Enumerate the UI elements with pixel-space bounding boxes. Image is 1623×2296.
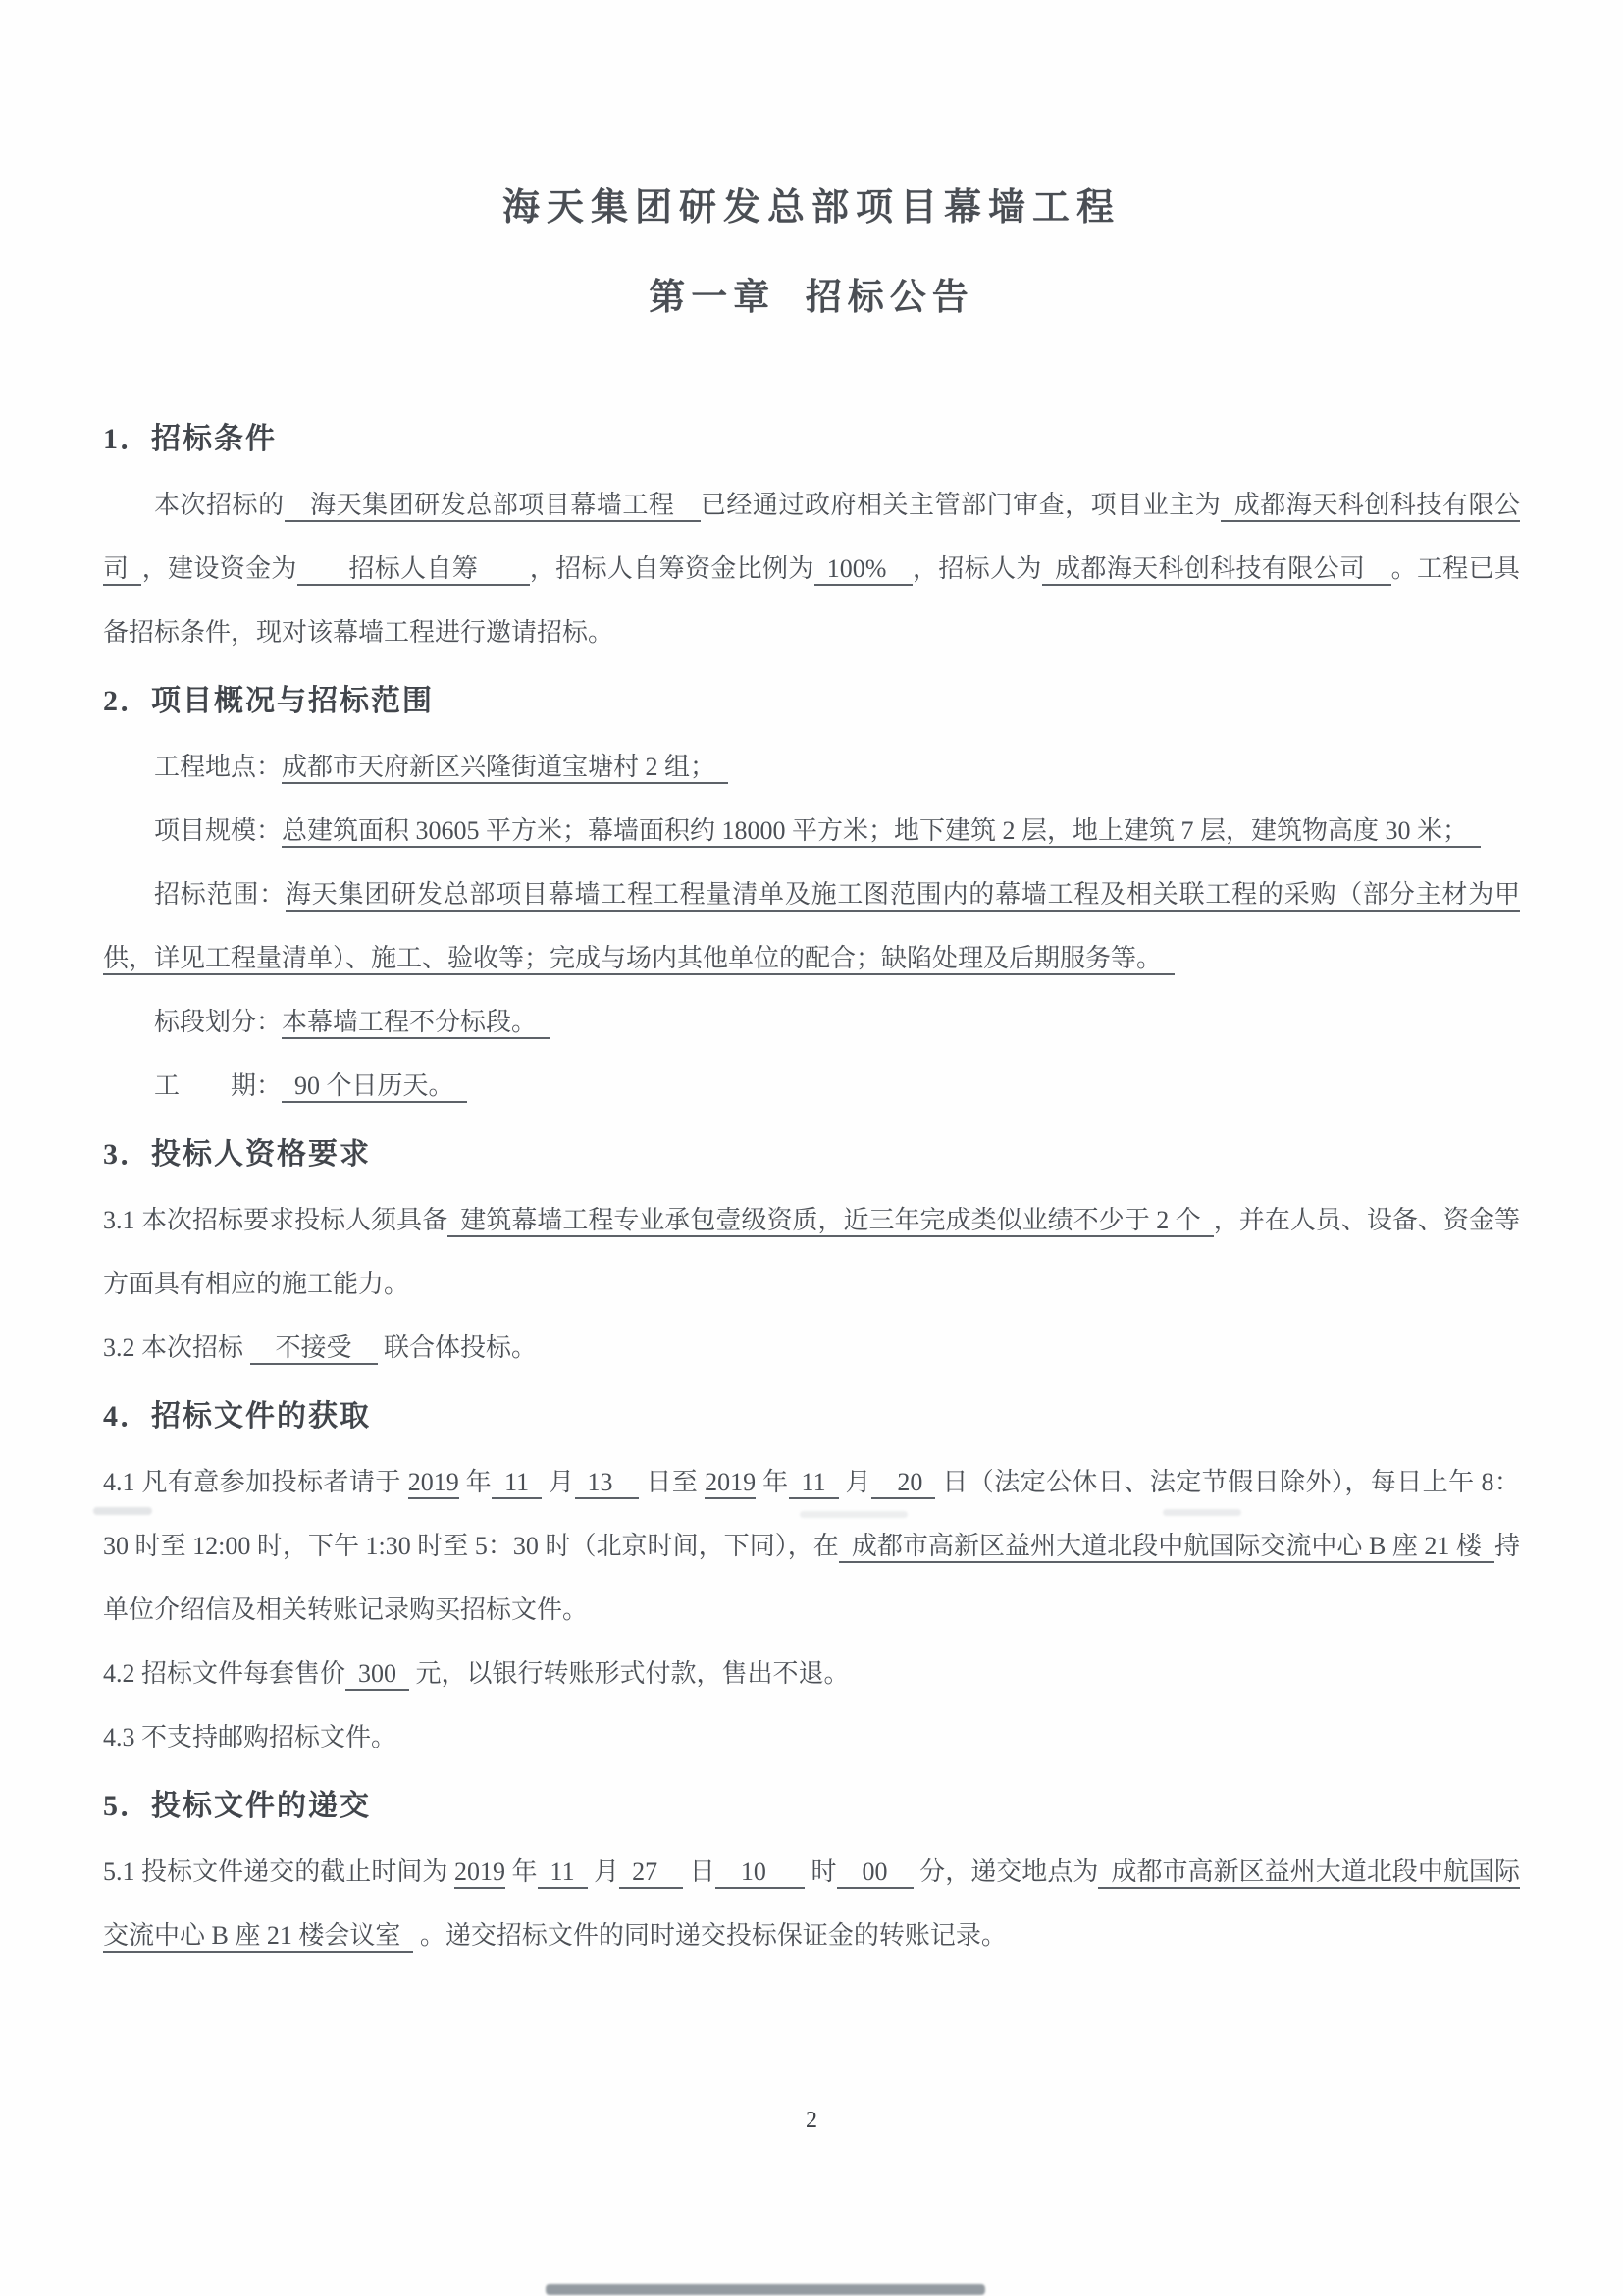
text-run: 日 [683,1857,715,1886]
text-run: 时 [804,1857,837,1886]
filled-blank: 300 [345,1659,409,1691]
text-run: ，招标人为 [913,554,1042,583]
text-run: 月 [838,1468,871,1496]
filled-blank: 本幕墙工程不分标段。 [282,1008,550,1039]
filled-blank: 成都市天府新区兴隆街道宝塘村 2 组； [282,753,728,784]
clause-3-1-qualification [103,1188,1520,1316]
construction-period [103,1054,1520,1118]
filled-blank: 20 [871,1468,935,1499]
text-run: 5.1 投标文件递交的截止时间为 [103,1857,454,1886]
clause-5-1-submission [103,1840,1520,1967]
text-run: 已经通过政府相关主管部门审查，项目业主为 [700,491,1222,519]
text-run: ，建设资金为 [141,554,297,583]
text-run: ，并在人员、设备、资金等方面具有相应的施工能力。 [103,1206,1520,1298]
text-run: 工 期： [154,1071,283,1100]
filled-blank: 27 [619,1857,683,1889]
text-run: 持单位介绍信及相关转账记录购买招标文件。 [103,1532,1520,1624]
filled-blank: 100% [814,554,913,586]
section-4-heading: 4．招标文件的获取 [103,1400,371,1433]
text-run: 工程地点： [154,753,283,781]
clause-tender-conditions [103,473,1520,664]
text-run: 分，递交地点为 [913,1857,1099,1886]
text-run: 标段划分： [154,1008,283,1036]
text-run: 。工程已具备招标条件，现对该幕墙工程进行邀请招标。 [103,554,1520,647]
filled-blank: 不接受 [250,1333,378,1365]
filled-blank: 2019 [454,1857,505,1889]
filled-blank: 11 [789,1468,839,1499]
text-run: 项目规模： [154,816,283,845]
filled-blank: 海天集团研发总部项目幕墙工程 [285,491,701,522]
clause-4-1-document-obtain [103,1450,1520,1642]
text-run: 4.1 凡有意参加投标者请于 [103,1468,408,1496]
filled-blank: 90 个日历天。 [282,1071,467,1103]
section-5-heading: 5．投标文件的递交 [103,1790,371,1822]
text-run: ，招标人自筹资金比例为 [529,554,814,583]
filled-blank: 招标人自筹 [297,554,530,586]
text-run: 招标范围： [154,880,286,909]
filled-blank: 00 [837,1857,914,1889]
text-run: 月 [587,1857,620,1886]
section-1-heading: 1．招标条件 [103,423,277,455]
clause-4-3-no-mail-order [103,1705,1520,1769]
filled-blank: 总建筑面积 30605 平方米；幕墙面积约 18000 平方米；地下建筑 2 层，地上建筑 7 层，建筑物高度 30 米； [282,816,1481,848]
lot-division [103,990,1520,1054]
text-run: 日至 [639,1468,706,1496]
tender-scope [103,862,1520,990]
filled-blank: 建筑幕墙工程专业承包壹级资质，近三年完成类似业绩不少于 2 个 [447,1206,1214,1237]
section-3-heading: 3．投标人资格要求 [103,1138,371,1171]
filled-blank: 13 [575,1468,640,1499]
text-run: 日（法定公休日、法定节假日除外），每日上午 8：30 时至 12:00 时，下午 1:30 时至 5：30 时（北京时间，下同），在 [103,1468,1520,1560]
filled-blank: 10 [715,1857,805,1889]
clause-3-2-consortium [103,1316,1520,1380]
project-scale [103,799,1520,862]
text-run: 年 [504,1857,538,1886]
chapter-heading: 第一章 招标公告 [649,278,974,318]
filled-blank: 成都市高新区益州大道北段中航国际交流中心 B 座 21 楼会议室 [103,1857,1520,1953]
filled-blank: 11 [492,1468,542,1499]
project-location [103,735,1520,799]
text-run: 3.2 本次招标 [103,1333,250,1362]
text-run: 元，以银行转账形式付款，售出不退。 [409,1659,850,1688]
filled-blank: 2019 [408,1468,459,1499]
text-run: 月 [542,1468,575,1496]
text-run: 年 [756,1468,789,1496]
text-run: 本次招标的 [154,491,285,519]
text-run: 4.3 不支持邮购招标文件。 [103,1723,397,1751]
filled-blank: 成都海天科创科技有限公司 [103,491,1520,586]
filled-blank: 成都海天科创科技有限公司 [1042,554,1391,586]
text-run: 年 [458,1468,493,1496]
filled-blank: 海天集团研发总部项目幕墙工程工程量清单及施工图范围内的幕墙工程及相关联工程的采购（部分主材为甲供，详见工程量清单）、施工、验收等；完成与场内其他单位的配合；缺陷处理及后期服务等。 [103,880,1520,975]
text-run: 3.1 本次招标要求投标人须具备 [103,1206,448,1234]
filled-blank: 2019 [705,1468,756,1499]
doc-title: 海天集团研发总部项目幕墙工程 [501,187,1121,229]
scan-edge-artifact [546,2284,985,2295]
filled-blank: 11 [538,1857,588,1889]
filled-blank: 成都市高新区益州大道北段中航国际交流中心 B 座 21 楼 [839,1532,1494,1563]
text-run: 4.2 招标文件每套售价 [103,1659,346,1688]
text-run: 。递交招标文件的同时递交投标保证金的转账记录。 [413,1921,1007,1950]
clause-4-2-document-price [103,1642,1520,1705]
section-2-heading: 2．项目概况与招标范围 [103,685,434,717]
page-number: 2 [806,2108,817,2133]
text-run: 联合体投标。 [377,1333,538,1362]
